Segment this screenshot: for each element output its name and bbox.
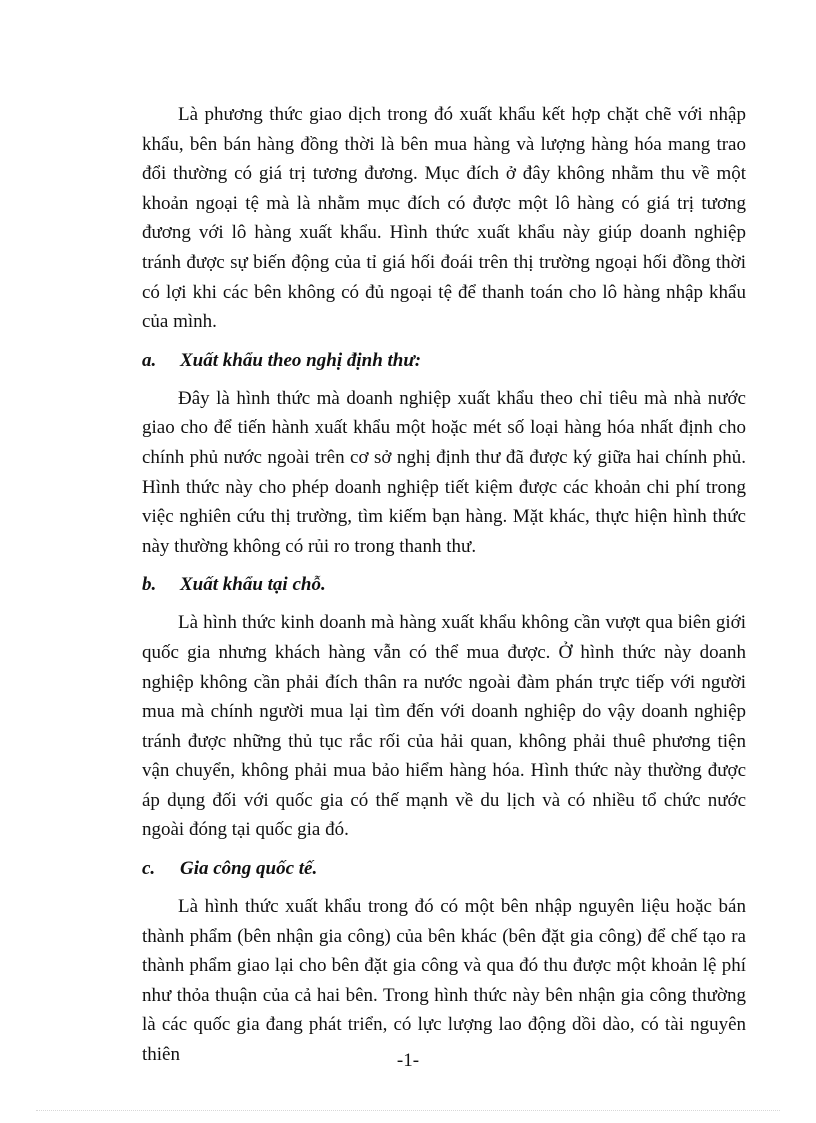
section-heading-b: [142, 570, 746, 599]
section-title: Xuất khẩu tại chỗ.: [180, 574, 326, 596]
page-number: -1-: [396, 1050, 420, 1071]
intro-paragraph: Là phương thức giao dịch trong đó xuất khẩu kết hợp chặt chẽ với nhập khẩu, bên bán hàng đồng thời là bên mua hàng và lượng hàng hóa mang trao đổi thường có giá trị tương đương. Mục đích ở đây không nhằm thu về một khoản ngoại tệ mà là nhằm mục đích có được một lô hàng có giá trị tương đương với lô hàng xuất khẩu. Hình thức xuất khẩu này giúp doanh nghiệp tránh được sự biến động của tỉ giá hối đoái trên thị trường ngoại hối đồng thời có lợi khi các bên không có đủ ngoại tệ để thanh toán cho lô hàng nhập khẩu của mình.: [142, 104, 746, 333]
section-heading-a: [142, 346, 746, 375]
section-letter: b.: [142, 574, 157, 596]
section-title: Xuất khẩu theo nghị định thư:: [180, 349, 422, 371]
page-bottom-divider: [36, 1110, 780, 1111]
section-a-paragraph: Đây là hình thức mà doanh nghiệp xuất khẩu theo chỉ tiêu mà nhà nước giao cho để tiến hành xuất khẩu một hoặc mét số loại hàng hóa nhất định cho chính phủ nước ngoài trên cơ sở nghị định thư đã được ký giữa hai chính phủ. Hình thức này cho phép doanh nghiệp tiết kiệm được các khoản chi phí trong việc nghiên cứu thị trường, tìm kiếm bạn hàng. Mặt khác, thực hiện hình thức này thường không có rủi ro trong thanh thư.: [142, 387, 746, 557]
section-letter: c.: [142, 858, 156, 880]
section-heading-c: [142, 854, 746, 883]
section-b-paragraph: Là hình thức kinh doanh mà hàng xuất khẩu không cần vượt qua biên giới quốc gia nhưng khách hàng vẫn có thể mua được. Ở hình thức này doanh nghiệp không cần phải đích thân ra nước ngoài đàm phán trực tiếp với người mua mà chính người mua lại tìm đến với doanh nghiệp do vậy doanh nghiệp tránh được những thủ tục rắc rối của hải quan, không phải thuê phương tiện vận chuyển, không phải mua bảo hiểm hàng hóa. Hình thức này thường được áp dụng đối với quốc gia có thế mạnh về du lịch và có nhiều tổ chức nước ngoài đóng tại quốc gia đó.: [142, 612, 746, 841]
document-body: [142, 100, 746, 1070]
section-c-paragraph: Là hình thức xuất khẩu trong đó có một bên nhập nguyên liệu hoặc bán thành phẩm (bên nhận gia công) của bên khác (bên đặt gia công) để chế tạo ra thành phẩm giao lại cho bên đặt gia công và qua đó thu được một khoản lệ phí như thỏa thuận của cả hai bên. Trong hình thức này bên nhận gia công thường là các quốc gia đang phát triển, có lực lượng lao động dồi dào, có tài nguyên thiên: [142, 896, 746, 1066]
section-letter: a.: [142, 349, 157, 371]
section-title: Gia công quốc tế.: [180, 858, 318, 880]
